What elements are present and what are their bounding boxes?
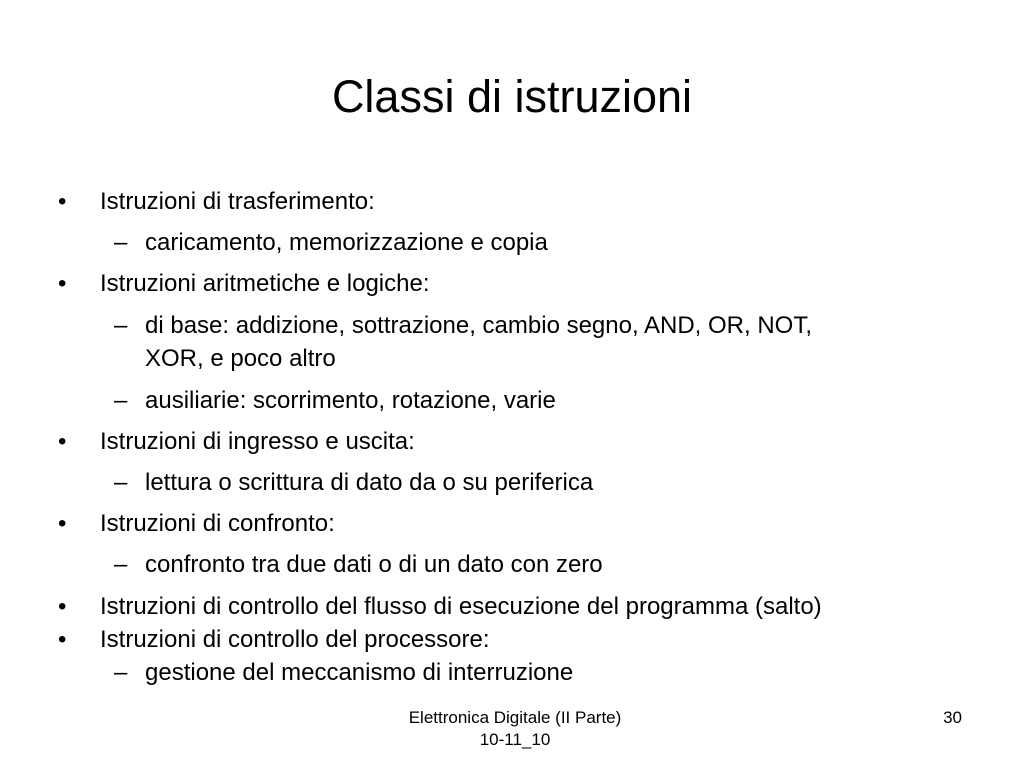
dash-marker: – — [114, 387, 128, 414]
bullet-marker: • — [58, 188, 67, 215]
footer-date: 10-11_10 — [479, 730, 551, 749]
sub-text: di base: addizione, sottrazione, cambio segno, AND, OR, NOT, — [145, 312, 812, 339]
sub-text: ausiliarie: scorrimento, rotazione, varie — [145, 387, 556, 414]
dash-marker: – — [114, 229, 128, 256]
dash-marker: – — [114, 551, 128, 578]
slide-title: Classi di istruzioni — [331, 71, 693, 122]
bullet-marker: • — [58, 510, 67, 537]
bullet-text: Istruzioni di controllo del processore: — [100, 626, 490, 653]
bullet-marker: • — [58, 626, 67, 653]
dash-marker: – — [114, 659, 128, 686]
bullet-text: Istruzioni di ingresso e uscita: — [100, 428, 415, 455]
dash-marker: – — [114, 469, 128, 496]
dash-marker: – — [114, 312, 128, 339]
bullet-marker: • — [58, 428, 67, 455]
bullet-text: Istruzioni aritmetiche e logiche: — [100, 270, 430, 297]
footer-course: Elettronica Digitale (II Parte) — [408, 708, 622, 727]
bullet-marker: • — [58, 270, 67, 297]
footer-course-info — [310, 707, 720, 751]
bullet-text: Istruzioni di controllo del flusso di esecuzione del programma (salto) — [100, 593, 822, 620]
bullet-text: Istruzioni di trasferimento: — [100, 188, 375, 215]
sub-text: caricamento, memorizzazione e copia — [145, 229, 548, 256]
page-number: 30 — [943, 708, 962, 727]
sub-text: gestione del meccanismo di interruzione — [145, 659, 574, 686]
sub-text: confronto tra due dati o di un dato con zero — [145, 551, 603, 578]
bullet-text: Istruzioni di confronto: — [100, 510, 335, 537]
sub-text: XOR, e poco altro — [145, 345, 336, 372]
bullet-marker: • — [58, 593, 67, 620]
sub-text: lettura o scrittura di dato da o su periferica — [145, 469, 594, 496]
